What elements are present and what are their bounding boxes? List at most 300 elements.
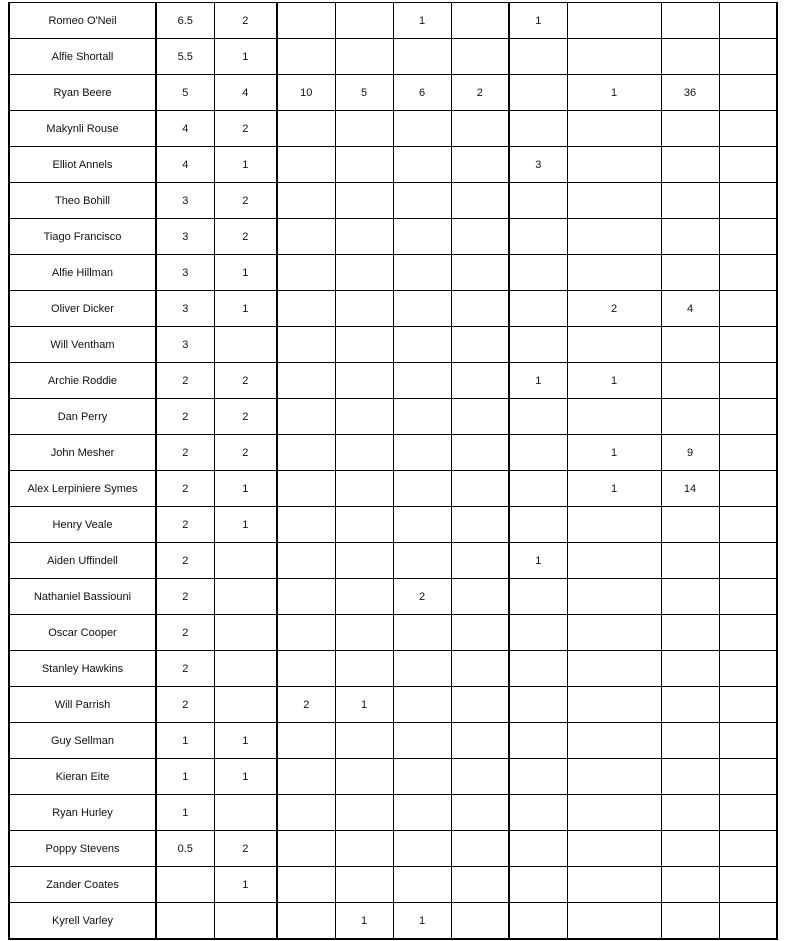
stat-cell-col-7 bbox=[509, 75, 567, 111]
stat-cell-col-2 bbox=[214, 651, 277, 687]
stat-cell-col-9 bbox=[661, 507, 719, 543]
stat-cell-col-1: 5 bbox=[156, 75, 214, 111]
stat-cell-col-9 bbox=[661, 147, 719, 183]
stat-cell-col-1: 3 bbox=[156, 219, 214, 255]
stat-cell-col-9 bbox=[661, 867, 719, 903]
stat-cell-col-5: 1 bbox=[393, 3, 451, 39]
stat-cell-col-10 bbox=[719, 903, 777, 940]
stat-cell-col-2: 2 bbox=[214, 219, 277, 255]
stat-cell-col-6 bbox=[451, 651, 509, 687]
player-name-cell: Zander Coates bbox=[9, 867, 156, 903]
stat-cell-col-10 bbox=[719, 651, 777, 687]
stat-cell-col-1: 2 bbox=[156, 543, 214, 579]
stat-cell-col-4 bbox=[335, 435, 393, 471]
stat-cell-col-5: 6 bbox=[393, 75, 451, 111]
player-name-cell: Poppy Stevens bbox=[9, 831, 156, 867]
table-row bbox=[9, 183, 777, 219]
stat-cell-col-9 bbox=[661, 615, 719, 651]
stat-cell-col-5 bbox=[393, 219, 451, 255]
stat-cell-col-4 bbox=[335, 3, 393, 39]
stat-cell-col-4 bbox=[335, 147, 393, 183]
stat-cell-col-10 bbox=[719, 615, 777, 651]
stat-cell-col-10 bbox=[719, 471, 777, 507]
stat-cell-col-6 bbox=[451, 435, 509, 471]
stat-cell-col-10 bbox=[719, 687, 777, 723]
stat-cell-col-8 bbox=[567, 543, 661, 579]
stat-cell-col-1: 3 bbox=[156, 183, 214, 219]
stat-cell-col-10 bbox=[719, 579, 777, 615]
stat-cell-col-5 bbox=[393, 723, 451, 759]
stat-cell-col-6 bbox=[451, 327, 509, 363]
stat-cell-col-8 bbox=[567, 651, 661, 687]
stat-cell-col-9 bbox=[661, 687, 719, 723]
stat-cell-col-8 bbox=[567, 903, 661, 940]
stat-cell-col-8 bbox=[567, 795, 661, 831]
table-row bbox=[9, 435, 777, 471]
stat-cell-col-4 bbox=[335, 183, 393, 219]
table-row bbox=[9, 579, 777, 615]
table-row bbox=[9, 795, 777, 831]
stat-cell-col-5 bbox=[393, 759, 451, 795]
stat-cell-col-3 bbox=[277, 831, 335, 867]
table-row bbox=[9, 219, 777, 255]
table-row bbox=[9, 291, 777, 327]
stat-cell-col-3: 2 bbox=[277, 687, 335, 723]
player-name-cell: Makynli Rouse bbox=[9, 111, 156, 147]
stat-cell-col-4 bbox=[335, 723, 393, 759]
table-row bbox=[9, 39, 777, 75]
stat-cell-col-5 bbox=[393, 255, 451, 291]
stat-cell-col-9 bbox=[661, 831, 719, 867]
stat-cell-col-2: 2 bbox=[214, 831, 277, 867]
stat-cell-col-2: 1 bbox=[214, 723, 277, 759]
table-row bbox=[9, 255, 777, 291]
stat-cell-col-9 bbox=[661, 3, 719, 39]
stat-cell-col-3 bbox=[277, 615, 335, 651]
stat-cell-col-6 bbox=[451, 471, 509, 507]
player-name-cell: Alfie Shortall bbox=[9, 39, 156, 75]
stat-cell-col-3 bbox=[277, 111, 335, 147]
stat-cell-col-4 bbox=[335, 543, 393, 579]
table-row bbox=[9, 615, 777, 651]
stat-cell-col-8 bbox=[567, 831, 661, 867]
player-name-cell: Will Ventham bbox=[9, 327, 156, 363]
player-name-cell: Archie Roddie bbox=[9, 363, 156, 399]
player-name-cell: Stanley Hawkins bbox=[9, 651, 156, 687]
stat-cell-col-1: 1 bbox=[156, 723, 214, 759]
stat-cell-col-3 bbox=[277, 435, 335, 471]
stat-cell-col-3 bbox=[277, 723, 335, 759]
stat-cell-col-5 bbox=[393, 831, 451, 867]
stat-cell-col-1: 2 bbox=[156, 471, 214, 507]
table-row bbox=[9, 867, 777, 903]
stat-cell-col-1: 0.5 bbox=[156, 831, 214, 867]
stat-cell-col-3 bbox=[277, 327, 335, 363]
stat-cell-col-1: 3 bbox=[156, 327, 214, 363]
stat-cell-col-4: 1 bbox=[335, 903, 393, 940]
player-name-cell: Oliver Dicker bbox=[9, 291, 156, 327]
stat-cell-col-10 bbox=[719, 75, 777, 111]
stat-cell-col-1: 2 bbox=[156, 615, 214, 651]
stat-cell-col-5: 1 bbox=[393, 903, 451, 940]
stat-cell-col-3 bbox=[277, 219, 335, 255]
stat-cell-col-6 bbox=[451, 291, 509, 327]
stat-cell-col-9 bbox=[661, 903, 719, 940]
stat-cell-col-4 bbox=[335, 795, 393, 831]
stat-cell-col-6 bbox=[451, 39, 509, 75]
stat-cell-col-9 bbox=[661, 651, 719, 687]
stat-cell-col-5 bbox=[393, 651, 451, 687]
stat-cell-col-1: 2 bbox=[156, 579, 214, 615]
stat-cell-col-9 bbox=[661, 579, 719, 615]
stat-cell-col-7: 1 bbox=[509, 3, 567, 39]
stat-cell-col-5 bbox=[393, 507, 451, 543]
stat-cell-col-1: 3 bbox=[156, 291, 214, 327]
stat-cell-col-8 bbox=[567, 183, 661, 219]
stat-cell-col-6 bbox=[451, 615, 509, 651]
table-body bbox=[9, 3, 777, 940]
table-row bbox=[9, 327, 777, 363]
stat-cell-col-8 bbox=[567, 867, 661, 903]
stat-cell-col-4 bbox=[335, 471, 393, 507]
stat-cell-col-9 bbox=[661, 111, 719, 147]
stat-cell-col-7 bbox=[509, 867, 567, 903]
stat-cell-col-4 bbox=[335, 219, 393, 255]
stat-cell-col-2: 2 bbox=[214, 183, 277, 219]
stat-cell-col-10 bbox=[719, 759, 777, 795]
stat-cell-col-8: 1 bbox=[567, 471, 661, 507]
stat-cell-col-2: 2 bbox=[214, 399, 277, 435]
stat-cell-col-4 bbox=[335, 363, 393, 399]
stat-cell-col-10 bbox=[719, 291, 777, 327]
stat-cell-col-4 bbox=[335, 507, 393, 543]
table-row bbox=[9, 687, 777, 723]
stat-cell-col-9 bbox=[661, 795, 719, 831]
stat-cell-col-1: 2 bbox=[156, 507, 214, 543]
stat-cell-col-2 bbox=[214, 795, 277, 831]
stat-cell-col-2: 1 bbox=[214, 39, 277, 75]
stat-cell-col-7 bbox=[509, 471, 567, 507]
stat-cell-col-7 bbox=[509, 687, 567, 723]
stat-cell-col-9: 4 bbox=[661, 291, 719, 327]
stat-cell-col-3 bbox=[277, 291, 335, 327]
stat-cell-col-2: 2 bbox=[214, 3, 277, 39]
stat-cell-col-9: 36 bbox=[661, 75, 719, 111]
stat-cell-col-3 bbox=[277, 255, 335, 291]
stat-cell-col-2: 2 bbox=[214, 363, 277, 399]
stat-cell-col-10 bbox=[719, 327, 777, 363]
stat-cell-col-2 bbox=[214, 615, 277, 651]
stat-cell-col-10 bbox=[719, 435, 777, 471]
stat-cell-col-1: 6.5 bbox=[156, 3, 214, 39]
stat-cell-col-7 bbox=[509, 651, 567, 687]
stat-cell-col-9 bbox=[661, 39, 719, 75]
stat-cell-col-2: 1 bbox=[214, 471, 277, 507]
stat-cell-col-4 bbox=[335, 651, 393, 687]
stat-cell-col-8 bbox=[567, 579, 661, 615]
stat-cell-col-5 bbox=[393, 399, 451, 435]
stat-cell-col-8 bbox=[567, 255, 661, 291]
stat-cell-col-10 bbox=[719, 399, 777, 435]
stat-cell-col-4 bbox=[335, 867, 393, 903]
stat-cell-col-8: 2 bbox=[567, 291, 661, 327]
stat-cell-col-2: 1 bbox=[214, 507, 277, 543]
stat-cell-col-5 bbox=[393, 363, 451, 399]
table-row bbox=[9, 759, 777, 795]
table-row bbox=[9, 3, 777, 39]
stat-cell-col-3 bbox=[277, 399, 335, 435]
stat-cell-col-3 bbox=[277, 903, 335, 940]
stat-cell-col-2: 1 bbox=[214, 255, 277, 291]
stat-cell-col-10 bbox=[719, 543, 777, 579]
stat-cell-col-6 bbox=[451, 183, 509, 219]
stat-cell-col-1: 3 bbox=[156, 255, 214, 291]
player-name-cell: Tiago Francisco bbox=[9, 219, 156, 255]
stat-cell-col-3 bbox=[277, 579, 335, 615]
stat-cell-col-4 bbox=[335, 759, 393, 795]
stat-cell-col-3: 10 bbox=[277, 75, 335, 111]
stat-cell-col-6 bbox=[451, 255, 509, 291]
player-name-cell: John Mesher bbox=[9, 435, 156, 471]
stat-cell-col-10 bbox=[719, 363, 777, 399]
stat-cell-col-4: 5 bbox=[335, 75, 393, 111]
stat-cell-col-2: 2 bbox=[214, 111, 277, 147]
stat-cell-col-4 bbox=[335, 831, 393, 867]
stat-cell-col-8 bbox=[567, 219, 661, 255]
player-name-cell: Oscar Cooper bbox=[9, 615, 156, 651]
stat-cell-col-7 bbox=[509, 399, 567, 435]
stat-cell-col-6: 2 bbox=[451, 75, 509, 111]
stat-cell-col-2: 2 bbox=[214, 435, 277, 471]
stat-cell-col-6 bbox=[451, 867, 509, 903]
stat-cell-col-7 bbox=[509, 903, 567, 940]
stat-cell-col-6 bbox=[451, 687, 509, 723]
stat-cell-col-9 bbox=[661, 255, 719, 291]
stat-cell-col-6 bbox=[451, 579, 509, 615]
stat-cell-col-2 bbox=[214, 687, 277, 723]
stat-cell-col-6 bbox=[451, 723, 509, 759]
player-stats-table bbox=[8, 2, 778, 940]
stat-cell-col-10 bbox=[719, 39, 777, 75]
stat-cell-col-5 bbox=[393, 615, 451, 651]
stat-cell-col-2: 1 bbox=[214, 867, 277, 903]
stat-cell-col-4 bbox=[335, 291, 393, 327]
stat-cell-col-4 bbox=[335, 579, 393, 615]
stat-cell-col-4 bbox=[335, 615, 393, 651]
table-row bbox=[9, 471, 777, 507]
player-name-cell: Theo Bohill bbox=[9, 183, 156, 219]
stat-cell-col-9: 9 bbox=[661, 435, 719, 471]
stat-cell-col-6 bbox=[451, 363, 509, 399]
stat-cell-col-4 bbox=[335, 399, 393, 435]
stat-cell-col-6 bbox=[451, 903, 509, 940]
stat-cell-col-1: 2 bbox=[156, 687, 214, 723]
stat-cell-col-9: 14 bbox=[661, 471, 719, 507]
stat-cell-col-7 bbox=[509, 111, 567, 147]
stat-cell-col-4 bbox=[335, 111, 393, 147]
table-row bbox=[9, 723, 777, 759]
stat-cell-col-7 bbox=[509, 183, 567, 219]
table-row bbox=[9, 507, 777, 543]
stat-cell-col-1: 1 bbox=[156, 759, 214, 795]
stat-cell-col-8: 1 bbox=[567, 75, 661, 111]
player-name-cell: Dan Perry bbox=[9, 399, 156, 435]
stat-cell-col-2: 1 bbox=[214, 759, 277, 795]
stat-cell-col-2: 4 bbox=[214, 75, 277, 111]
stat-cell-col-9 bbox=[661, 363, 719, 399]
table-row bbox=[9, 831, 777, 867]
stat-cell-col-2 bbox=[214, 327, 277, 363]
stat-cell-col-3 bbox=[277, 471, 335, 507]
stat-cell-col-6 bbox=[451, 399, 509, 435]
stat-cell-col-1 bbox=[156, 867, 214, 903]
stat-cell-col-8 bbox=[567, 507, 661, 543]
stat-cell-col-5 bbox=[393, 183, 451, 219]
player-name-cell: Alex Lerpiniere Symes bbox=[9, 471, 156, 507]
stat-cell-col-7 bbox=[509, 831, 567, 867]
stat-cell-col-8 bbox=[567, 147, 661, 183]
table-row bbox=[9, 147, 777, 183]
stat-cell-col-7 bbox=[509, 507, 567, 543]
stat-cell-col-2 bbox=[214, 543, 277, 579]
table-row bbox=[9, 75, 777, 111]
stat-cell-col-8: 1 bbox=[567, 363, 661, 399]
stat-cell-col-1 bbox=[156, 903, 214, 940]
stat-cell-col-2: 1 bbox=[214, 291, 277, 327]
stat-cell-col-8 bbox=[567, 399, 661, 435]
stat-cell-col-6 bbox=[451, 795, 509, 831]
stat-cell-col-6 bbox=[451, 507, 509, 543]
stat-cell-col-5 bbox=[393, 867, 451, 903]
stat-cell-col-7: 1 bbox=[509, 363, 567, 399]
stat-cell-col-5: 2 bbox=[393, 579, 451, 615]
stat-cell-col-3 bbox=[277, 795, 335, 831]
stat-cell-col-8 bbox=[567, 327, 661, 363]
stat-cell-col-3 bbox=[277, 3, 335, 39]
table-row bbox=[9, 399, 777, 435]
stat-cell-col-1: 1 bbox=[156, 795, 214, 831]
player-name-cell: Kyrell Varley bbox=[9, 903, 156, 940]
player-name-cell: Elliot Annels bbox=[9, 147, 156, 183]
stat-cell-col-3 bbox=[277, 147, 335, 183]
player-name-cell: Nathaniel Bassiouni bbox=[9, 579, 156, 615]
stat-cell-col-9 bbox=[661, 399, 719, 435]
stat-cell-col-5 bbox=[393, 291, 451, 327]
stat-cell-col-8 bbox=[567, 39, 661, 75]
stat-cell-col-8 bbox=[567, 723, 661, 759]
player-name-cell: Alfie Hillman bbox=[9, 255, 156, 291]
player-name-cell: Kieran Eite bbox=[9, 759, 156, 795]
stat-cell-col-1: 2 bbox=[156, 651, 214, 687]
stat-cell-col-8 bbox=[567, 687, 661, 723]
stat-cell-col-7 bbox=[509, 759, 567, 795]
stat-cell-col-10 bbox=[719, 183, 777, 219]
stat-cell-col-4 bbox=[335, 39, 393, 75]
stat-cell-col-2: 1 bbox=[214, 147, 277, 183]
stat-cell-col-6 bbox=[451, 831, 509, 867]
stat-cell-col-9 bbox=[661, 723, 719, 759]
stat-cell-col-7 bbox=[509, 723, 567, 759]
stat-cell-col-7 bbox=[509, 435, 567, 471]
stat-cell-col-8 bbox=[567, 615, 661, 651]
stat-cell-col-2 bbox=[214, 903, 277, 940]
stat-cell-col-1: 4 bbox=[156, 147, 214, 183]
player-name-cell: Romeo O'Neil bbox=[9, 3, 156, 39]
stat-cell-col-8: 1 bbox=[567, 435, 661, 471]
stat-cell-col-5 bbox=[393, 795, 451, 831]
table-row bbox=[9, 651, 777, 687]
stat-cell-col-6 bbox=[451, 543, 509, 579]
player-name-cell: Ryan Hurley bbox=[9, 795, 156, 831]
stat-cell-col-7 bbox=[509, 327, 567, 363]
stat-cell-col-9 bbox=[661, 219, 719, 255]
stat-cell-col-7 bbox=[509, 615, 567, 651]
table-row bbox=[9, 903, 777, 940]
stat-cell-col-8 bbox=[567, 759, 661, 795]
stat-cell-col-5 bbox=[393, 327, 451, 363]
stat-cell-col-9 bbox=[661, 759, 719, 795]
stat-cell-col-6 bbox=[451, 147, 509, 183]
stat-cell-col-10 bbox=[719, 111, 777, 147]
stat-cell-col-3 bbox=[277, 651, 335, 687]
player-name-cell: Will Parrish bbox=[9, 687, 156, 723]
stat-cell-col-3 bbox=[277, 759, 335, 795]
player-name-cell: Aiden Uffindell bbox=[9, 543, 156, 579]
stat-cell-col-7: 1 bbox=[509, 543, 567, 579]
stat-cell-col-5 bbox=[393, 435, 451, 471]
stat-cell-col-5 bbox=[393, 147, 451, 183]
stat-cell-col-6 bbox=[451, 3, 509, 39]
stat-cell-col-7 bbox=[509, 795, 567, 831]
stat-cell-col-9 bbox=[661, 183, 719, 219]
stat-cell-col-3 bbox=[277, 867, 335, 903]
stat-cell-col-8 bbox=[567, 3, 661, 39]
stat-cell-col-7 bbox=[509, 579, 567, 615]
stat-cell-col-1: 5.5 bbox=[156, 39, 214, 75]
stat-cell-col-10 bbox=[719, 723, 777, 759]
stat-cell-col-10 bbox=[719, 831, 777, 867]
stat-cell-col-1: 2 bbox=[156, 435, 214, 471]
stat-cell-col-4: 1 bbox=[335, 687, 393, 723]
stat-cell-col-10 bbox=[719, 507, 777, 543]
stat-cell-col-10 bbox=[719, 255, 777, 291]
stat-cell-col-6 bbox=[451, 759, 509, 795]
player-name-cell: Henry Veale bbox=[9, 507, 156, 543]
stat-cell-col-1: 2 bbox=[156, 399, 214, 435]
stat-cell-col-3 bbox=[277, 39, 335, 75]
player-name-cell: Ryan Beere bbox=[9, 75, 156, 111]
stat-cell-col-8 bbox=[567, 111, 661, 147]
player-name-cell: Guy Sellman bbox=[9, 723, 156, 759]
table-row bbox=[9, 543, 777, 579]
stat-cell-col-7 bbox=[509, 219, 567, 255]
table-row bbox=[9, 111, 777, 147]
stat-cell-col-9 bbox=[661, 543, 719, 579]
stat-cell-col-10 bbox=[719, 147, 777, 183]
stat-cell-col-4 bbox=[335, 255, 393, 291]
stat-cell-col-7 bbox=[509, 291, 567, 327]
table-row bbox=[9, 363, 777, 399]
stat-cell-col-5 bbox=[393, 471, 451, 507]
stat-cell-col-7 bbox=[509, 39, 567, 75]
stat-cell-col-6 bbox=[451, 219, 509, 255]
stat-cell-col-1: 2 bbox=[156, 363, 214, 399]
stat-cell-col-3 bbox=[277, 363, 335, 399]
stat-cell-col-10 bbox=[719, 867, 777, 903]
stat-cell-col-3 bbox=[277, 543, 335, 579]
stat-cell-col-9 bbox=[661, 327, 719, 363]
stat-cell-col-4 bbox=[335, 327, 393, 363]
